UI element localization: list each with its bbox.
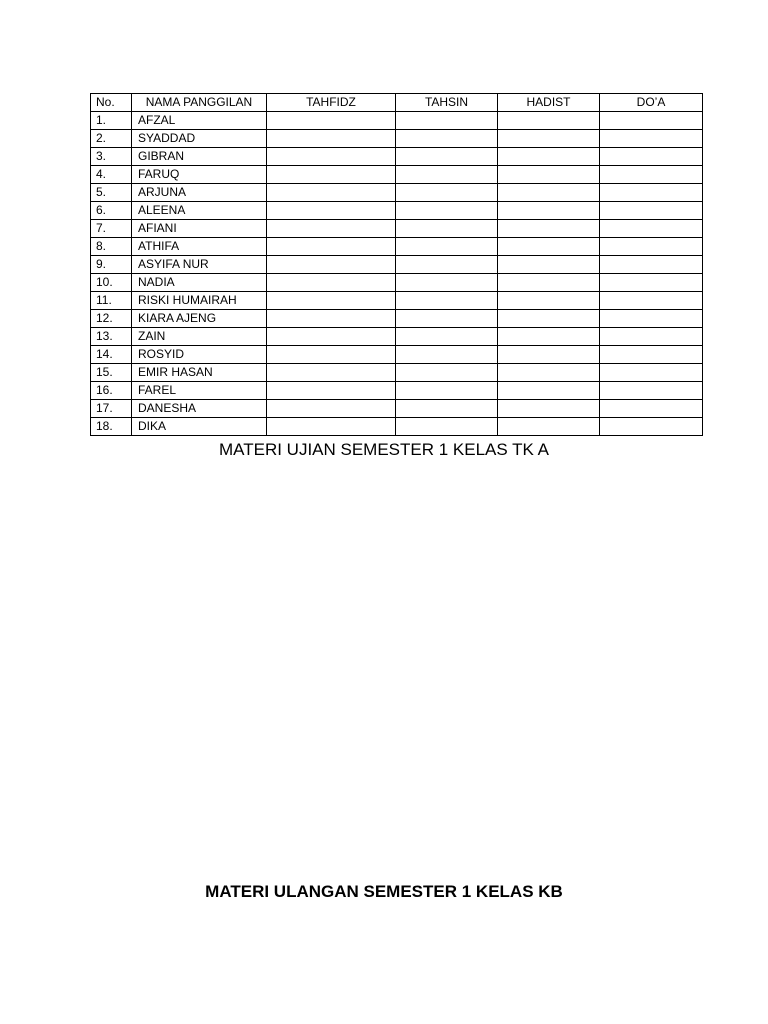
doa-cell xyxy=(600,346,703,364)
hadist-cell xyxy=(498,328,600,346)
doa-cell xyxy=(600,148,703,166)
tahsin-cell xyxy=(396,382,498,400)
doa-cell xyxy=(600,418,703,436)
doa-cell xyxy=(600,202,703,220)
tahsin-cell xyxy=(396,220,498,238)
hadist-cell xyxy=(498,184,600,202)
tahfidz-cell xyxy=(267,166,396,184)
row-number: 1. xyxy=(91,112,132,130)
row-number: 8. xyxy=(91,238,132,256)
tahfidz-cell xyxy=(267,328,396,346)
doa-cell xyxy=(600,256,703,274)
tahfidz-cell xyxy=(267,400,396,418)
student-name: ASYIFA NUR xyxy=(132,256,267,274)
table-row xyxy=(91,274,703,292)
tahfidz-cell xyxy=(267,238,396,256)
table-row xyxy=(91,346,703,364)
row-number: 3. xyxy=(91,148,132,166)
hadist-cell xyxy=(498,310,600,328)
tahfidz-cell xyxy=(267,364,396,382)
doa-cell xyxy=(600,184,703,202)
student-name: GIBRAN xyxy=(132,148,267,166)
header-tahsin: TAHSIN xyxy=(396,94,498,112)
row-number: 2. xyxy=(91,130,132,148)
tahsin-cell xyxy=(396,346,498,364)
row-number: 7. xyxy=(91,220,132,238)
table-row xyxy=(91,400,703,418)
student-name: EMIR HASAN xyxy=(132,364,267,382)
table-row xyxy=(91,238,703,256)
header-tahfidz: TAHFIDZ xyxy=(267,94,396,112)
tahfidz-cell xyxy=(267,112,396,130)
doa-cell xyxy=(600,364,703,382)
student-name: ARJUNA xyxy=(132,184,267,202)
table-row xyxy=(91,382,703,400)
hadist-cell xyxy=(498,400,600,418)
student-name: ALEENA xyxy=(132,202,267,220)
table-body xyxy=(91,112,703,436)
row-number: 15. xyxy=(91,364,132,382)
table-row xyxy=(91,364,703,382)
doa-cell xyxy=(600,382,703,400)
doa-cell xyxy=(600,400,703,418)
hadist-cell xyxy=(498,202,600,220)
tahfidz-cell xyxy=(267,346,396,364)
title-kb: MATERI ULANGAN SEMESTER 1 KELAS KB xyxy=(205,882,563,901)
table-row xyxy=(91,130,703,148)
table-row xyxy=(91,256,703,274)
tahsin-cell xyxy=(396,292,498,310)
row-number: 16. xyxy=(91,382,132,400)
tahfidz-cell xyxy=(267,184,396,202)
doa-cell xyxy=(600,292,703,310)
doa-cell xyxy=(600,328,703,346)
header-hadist: HADIST xyxy=(498,94,600,112)
row-number: 17. xyxy=(91,400,132,418)
row-number: 11. xyxy=(91,292,132,310)
table-row xyxy=(91,328,703,346)
tahfidz-cell xyxy=(267,292,396,310)
student-name: KIARA AJENG xyxy=(132,310,267,328)
student-name: AFZAL xyxy=(132,112,267,130)
row-number: 4. xyxy=(91,166,132,184)
table-row xyxy=(91,166,703,184)
row-number: 9. xyxy=(91,256,132,274)
tahsin-cell xyxy=(396,310,498,328)
student-name: FARUQ xyxy=(132,166,267,184)
title-tk-a: MATERI UJIAN SEMESTER 1 KELAS TK A xyxy=(218,440,549,459)
hadist-cell xyxy=(498,112,600,130)
hadist-cell xyxy=(498,130,600,148)
table-row xyxy=(91,148,703,166)
tahsin-cell xyxy=(396,274,498,292)
student-name: NADIA xyxy=(132,274,267,292)
hadist-cell xyxy=(498,346,600,364)
tahfidz-cell xyxy=(267,256,396,274)
tahsin-cell xyxy=(396,238,498,256)
tahfidz-cell xyxy=(267,130,396,148)
header-name: NAMA PANGGILAN xyxy=(132,94,267,112)
tahfidz-cell xyxy=(267,382,396,400)
row-number: 13. xyxy=(91,328,132,346)
hadist-cell xyxy=(498,292,600,310)
row-number: 10. xyxy=(91,274,132,292)
row-number: 5. xyxy=(91,184,132,202)
tahfidz-cell xyxy=(267,220,396,238)
table-header-row xyxy=(91,94,703,112)
doa-cell xyxy=(600,274,703,292)
tahfidz-cell xyxy=(267,202,396,220)
hadist-cell xyxy=(498,166,600,184)
hadist-cell xyxy=(498,238,600,256)
student-name: SYADDAD xyxy=(132,130,267,148)
student-name: DIKA xyxy=(132,418,267,436)
table-row xyxy=(91,202,703,220)
doa-cell xyxy=(600,310,703,328)
tahsin-cell xyxy=(396,364,498,382)
hadist-cell xyxy=(498,148,600,166)
doa-cell xyxy=(600,166,703,184)
row-number: 18. xyxy=(91,418,132,436)
table-row xyxy=(91,292,703,310)
tahsin-cell xyxy=(396,256,498,274)
student-name: AFIANI xyxy=(132,220,267,238)
hadist-cell xyxy=(498,418,600,436)
doa-cell xyxy=(600,112,703,130)
hadist-cell xyxy=(498,382,600,400)
doa-cell xyxy=(600,130,703,148)
student-score-table xyxy=(90,93,703,436)
table-row xyxy=(91,220,703,238)
student-name: ROSYID xyxy=(132,346,267,364)
row-number: 12. xyxy=(91,310,132,328)
tahfidz-cell xyxy=(267,310,396,328)
table-row xyxy=(91,184,703,202)
tahsin-cell xyxy=(396,400,498,418)
row-number: 14. xyxy=(91,346,132,364)
tahsin-cell xyxy=(396,328,498,346)
tahfidz-cell xyxy=(267,274,396,292)
student-name: FAREL xyxy=(132,382,267,400)
student-name: RISKI HUMAIRAH xyxy=(132,292,267,310)
student-name: ATHIFA xyxy=(132,238,267,256)
hadist-cell xyxy=(498,274,600,292)
header-doa: DO’A xyxy=(600,94,703,112)
table-row xyxy=(91,112,703,130)
table-row xyxy=(91,418,703,436)
student-name: ZAIN xyxy=(132,328,267,346)
tahsin-cell xyxy=(396,202,498,220)
tahfidz-cell xyxy=(267,148,396,166)
hadist-cell xyxy=(498,364,600,382)
doa-cell xyxy=(600,220,703,238)
tahsin-cell xyxy=(396,418,498,436)
hadist-cell xyxy=(498,220,600,238)
doa-cell xyxy=(600,238,703,256)
row-number: 6. xyxy=(91,202,132,220)
tahsin-cell xyxy=(396,148,498,166)
tahsin-cell xyxy=(396,166,498,184)
student-name: DANESHA xyxy=(132,400,267,418)
tahfidz-cell xyxy=(267,418,396,436)
header-no: No. xyxy=(91,94,132,112)
tahsin-cell xyxy=(396,130,498,148)
hadist-cell xyxy=(498,256,600,274)
tahsin-cell xyxy=(396,112,498,130)
tahsin-cell xyxy=(396,184,498,202)
table-row xyxy=(91,310,703,328)
